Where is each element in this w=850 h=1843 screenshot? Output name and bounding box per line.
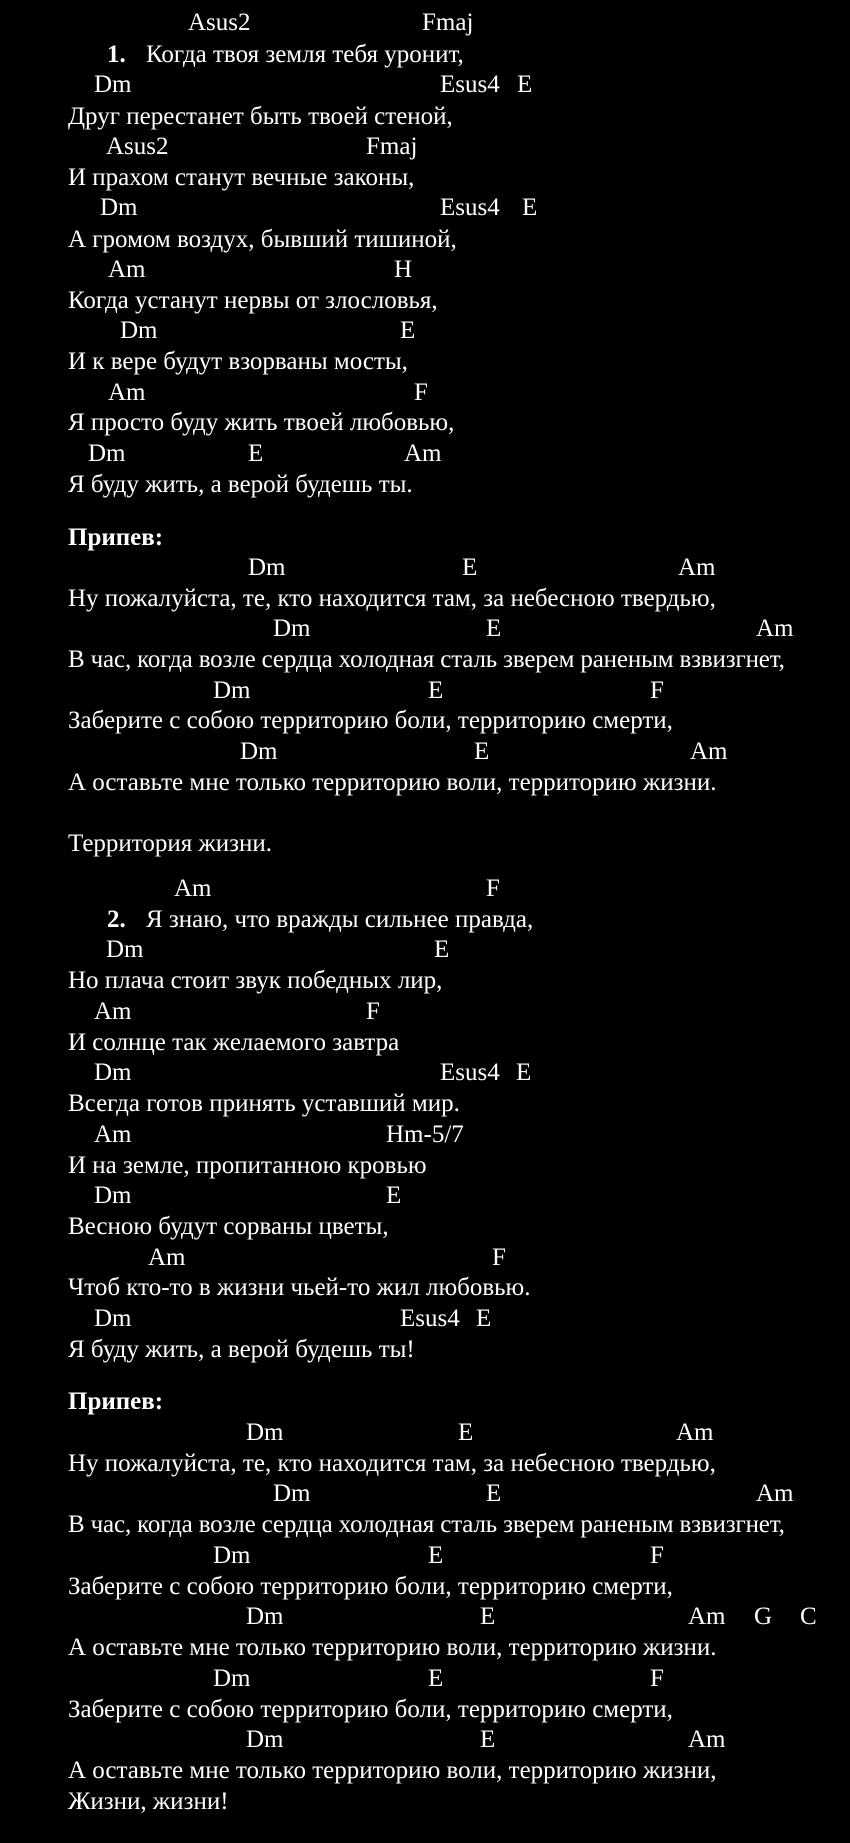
lyric-line: Жизни, жизни!	[68, 1788, 229, 1815]
chord: Esus4	[440, 71, 500, 98]
verse-number: 2.	[107, 906, 126, 933]
chord: E	[428, 1542, 444, 1569]
lyric-line: А оставьте мне только территорию воли, территорию жизни.	[68, 769, 717, 796]
chord: Asus2	[188, 9, 251, 36]
lyric-line: Когда твоя земля тебя уронит,	[146, 41, 464, 68]
chord: Dm	[246, 1726, 284, 1753]
chord: Am	[688, 1726, 726, 1753]
chord: Am	[94, 998, 132, 1025]
chord: F	[486, 875, 500, 902]
chord: F	[650, 677, 664, 704]
chord: Dm	[94, 71, 132, 98]
verse-number: 1.	[107, 41, 126, 68]
chord: Dm	[100, 194, 138, 221]
lyric-line: Я знаю, что вражды сильнее правда,	[146, 906, 534, 933]
chord: E	[248, 440, 264, 467]
lyric-line: Всегда готов принять уставший мир.	[68, 1090, 460, 1117]
lyric-line: Ну пожалуйста, те, кто находится там, за небесною твердью,	[68, 1450, 716, 1477]
chord: Asus2	[106, 133, 169, 160]
chord: C	[800, 1603, 817, 1630]
chord: Dm	[94, 1182, 132, 1209]
chord: Am	[688, 1603, 726, 1630]
chord: Dm	[273, 1480, 311, 1507]
chord: Dm	[248, 554, 286, 581]
chord: E	[434, 936, 450, 963]
chord: E	[428, 677, 444, 704]
chord: Am	[676, 1419, 714, 1446]
lyric-line: А оставьте мне только территорию воли, территорию жизни.	[68, 1634, 717, 1661]
chord: Am	[148, 1244, 186, 1271]
lyric-line: И на земле, пропитанною кровью	[68, 1152, 427, 1179]
chord: E	[462, 554, 478, 581]
lyric-line: Чтоб кто-то в жизни чьей-то жил любовью.	[68, 1274, 531, 1301]
lyric-line: Когда устанут нервы от злословья,	[68, 287, 438, 314]
chord: E	[400, 317, 416, 344]
chorus-header: Припев:	[68, 1388, 164, 1415]
chord: Dm	[246, 1419, 284, 1446]
chord: Dm	[240, 738, 278, 765]
lyric-line: Заберите с собою территорию боли, территорию смерти,	[68, 707, 673, 734]
lyric-line: Я просто буду жить твоей любовью,	[68, 409, 455, 436]
chord: Am	[174, 875, 212, 902]
chord: Am	[678, 554, 716, 581]
chord: E	[386, 1182, 402, 1209]
chord: Am	[108, 256, 146, 283]
lyric-line: Но плача стоит звук победных лир,	[68, 967, 443, 994]
chord: Am	[404, 440, 442, 467]
lyric-line: Я буду жить, а верой будешь ты.	[68, 471, 413, 498]
chord: F	[366, 998, 380, 1025]
lyric-line: Друг перестанет быть твоей стеной,	[68, 103, 453, 130]
lyric-line: В час, когда возле сердца холодная сталь зверем раненым взвизгнет,	[68, 646, 785, 673]
chord: Am	[756, 1480, 794, 1507]
lyric-line: И к вере будут взорваны мосты,	[68, 348, 408, 375]
chord: G	[754, 1603, 773, 1630]
chord: Dm	[213, 677, 251, 704]
chord: Dm	[94, 1305, 132, 1332]
chord: E	[458, 1419, 474, 1446]
lyric-line: Территория жизни.	[68, 830, 273, 857]
chord: E	[486, 1480, 502, 1507]
chord: Am	[94, 1121, 132, 1148]
chord: E	[522, 194, 538, 221]
chord: F	[650, 1665, 664, 1692]
chord: E	[480, 1726, 496, 1753]
lyric-line: А оставьте мне только территорию воли, территорию жизни,	[68, 1757, 717, 1784]
chord: Dm	[106, 936, 144, 963]
chord: E	[476, 1305, 492, 1332]
chorus-header: Припев:	[68, 524, 164, 551]
chord: E	[428, 1665, 444, 1692]
chord: Dm	[213, 1542, 251, 1569]
lyric-line: Ну пожалуйста, те, кто находится там, за небесною твердью,	[68, 585, 716, 612]
chord: E	[516, 1059, 532, 1086]
chord: Esus4	[440, 1059, 500, 1086]
chord: E	[480, 1603, 496, 1630]
chord: F	[414, 379, 428, 406]
lyric-line: Заберите с собою территорию боли, территорию смерти,	[68, 1573, 673, 1600]
chord: Esus4	[400, 1305, 460, 1332]
chord: E	[474, 738, 490, 765]
chord: E	[517, 71, 533, 98]
lyric-line: Я буду жить, а верой будешь ты!	[68, 1336, 415, 1363]
lyric-line: И солнце так желаемого завтра	[68, 1029, 400, 1056]
lyric-line: И прахом станут вечные законы,	[68, 164, 415, 191]
chord: Esus4	[440, 194, 500, 221]
chord: Am	[690, 738, 728, 765]
chord: Fmaj	[366, 133, 418, 160]
chord: F	[492, 1244, 506, 1271]
chord: Dm	[88, 440, 126, 467]
lyric-line: Весною будут сорваны цветы,	[68, 1213, 389, 1240]
chord: Dm	[94, 1059, 132, 1086]
chord: Fmaj	[422, 9, 474, 36]
chord: Dm	[246, 1603, 284, 1630]
chord: Am	[756, 615, 794, 642]
chord: F	[650, 1542, 664, 1569]
chord: Dm	[120, 317, 158, 344]
chord: H	[394, 256, 413, 283]
chord: Dm	[273, 615, 311, 642]
chord: E	[486, 615, 502, 642]
chord: Dm	[213, 1665, 251, 1692]
chord: Hm-5/7	[386, 1121, 464, 1148]
lyric-line: А громом воздух, бывший тишиной,	[68, 226, 457, 253]
lyric-line: В час, когда возле сердца холодная сталь зверем раненым взвизгнет,	[68, 1511, 785, 1538]
lyric-line: Заберите с собою территорию боли, территорию смерти,	[68, 1696, 673, 1723]
chord: Am	[108, 379, 146, 406]
